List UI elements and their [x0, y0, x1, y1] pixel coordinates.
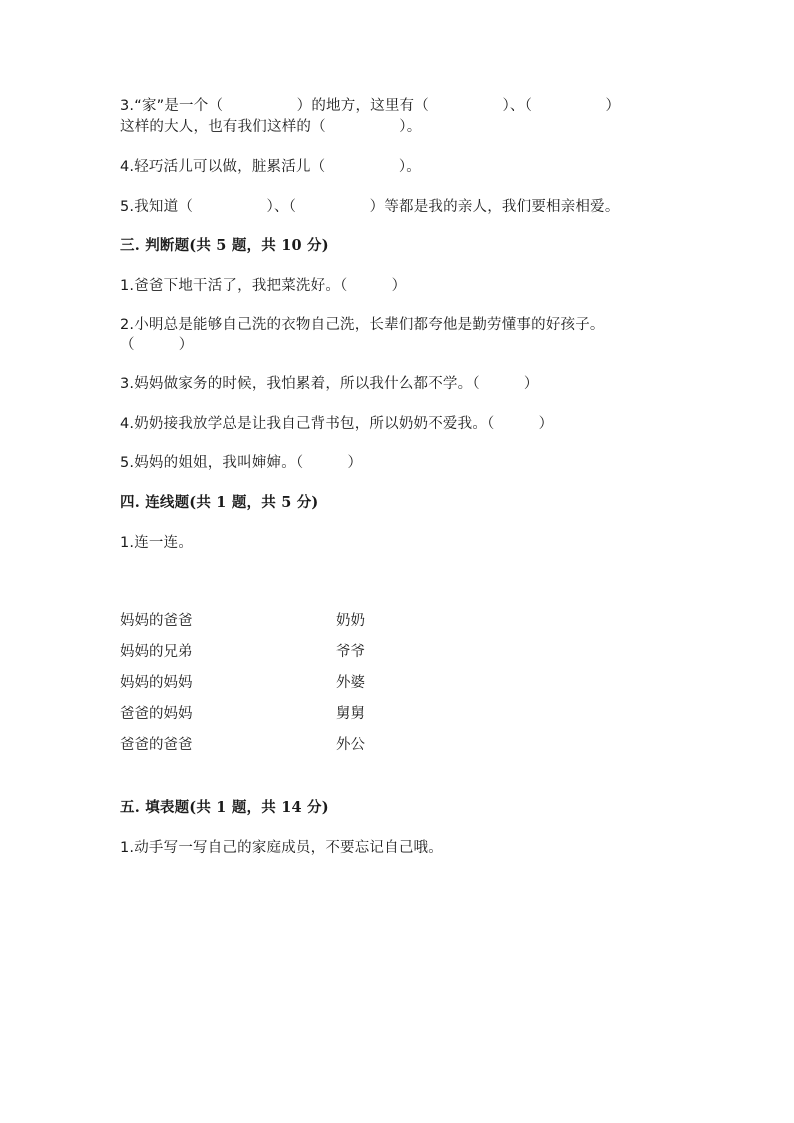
judgement-question-4: 4.奶奶接我放学总是让我自己背书包，所以奶奶不爱我。（ ）	[120, 416, 554, 432]
matching-right-item: 舅舅	[336, 706, 365, 722]
judgement-question-2-line-2: （ ）	[120, 337, 194, 353]
fill-question-3-line-2: 这样的大人，也有我们这样的（ ）。	[120, 119, 422, 135]
matching-right-item: 爷爷	[336, 644, 365, 660]
matching-question-1: 1.连一连。	[120, 535, 194, 551]
matching-left-item: 妈妈的爸爸	[120, 613, 193, 629]
fill-question-4: 4.轻巧活儿可以做，脏累活儿（ ）。	[120, 159, 421, 175]
matching-right-item: 外公	[336, 737, 365, 753]
matching-right-item: 奶奶	[336, 613, 365, 629]
fill-question-5: 5.我知道（ ）、（ ）等都是我的亲人，我们要相亲相爱。	[120, 199, 620, 215]
judgement-question-5: 5.妈妈的姐姐，我叫婶婶。（ ）	[120, 455, 363, 471]
matching-left-item: 妈妈的妈妈	[120, 675, 193, 691]
judgement-section-heading: 三. 判断题(共 5 题，共 10 分)	[120, 237, 329, 254]
table-fill-section-heading: 五. 填表题(共 1 题，共 14 分)	[120, 799, 329, 816]
matching-section-heading: 四. 连线题(共 1 题，共 5 分)	[120, 494, 319, 511]
judgement-question-1: 1.爸爸下地干活了，我把菜洗好。（ ）	[120, 278, 407, 294]
matching-right-item: 外婆	[336, 675, 365, 691]
matching-left-item: 妈妈的兄弟	[120, 644, 193, 660]
matching-left-item: 爸爸的妈妈	[120, 706, 193, 722]
table-fill-question-1: 1.动手写一写自己的家庭成员，不要忘记自己哦。	[120, 840, 443, 856]
judgement-question-2-line-1: 2.小明总是能够自己洗的衣物自己洗，长辈们都夸他是勤劳懂事的好孩子。	[120, 317, 605, 333]
matching-left-item: 爸爸的爸爸	[120, 737, 193, 753]
fill-question-3-line-1: 3.“家”是一个（ ）的地方，这里有（ ）、（ ）	[120, 98, 621, 114]
judgement-question-3: 3.妈妈做家务的时候，我怕累着，所以我什么都不学。（ ）	[120, 376, 539, 392]
